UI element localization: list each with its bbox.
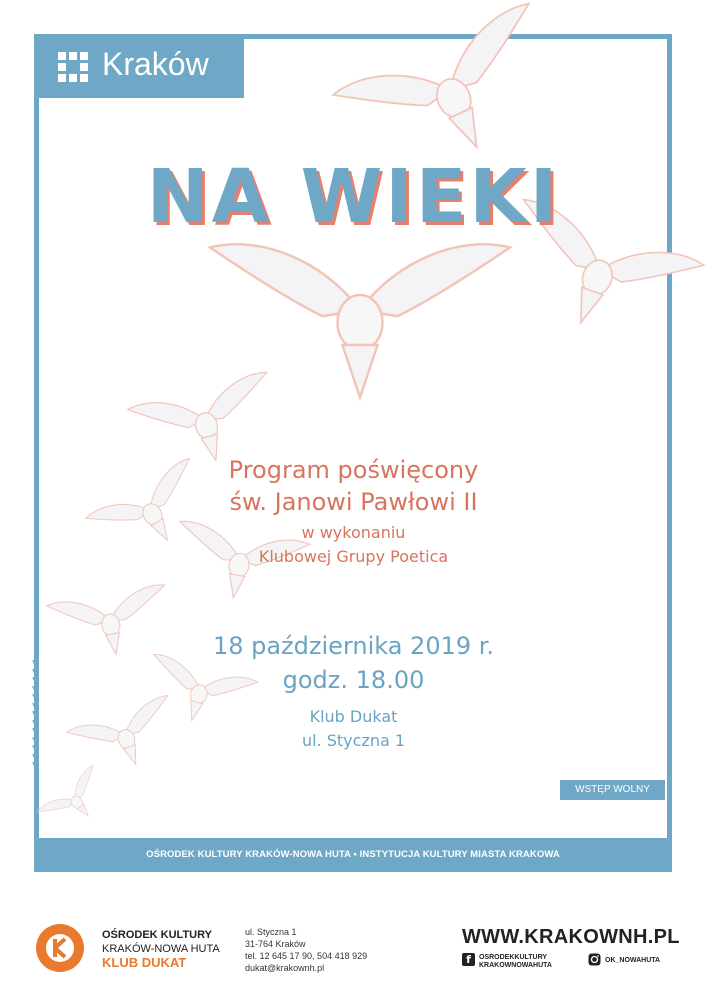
side-chevrons: ▼ ▼ ▼ ▼ ▼ ▼ ▼ ▼ ▼ ▼ ▼ ▼ ▼ [32,659,39,771]
free-entry-badge: WSTĘP WOLNY [560,780,665,800]
poster-title: NA WIEKI [146,154,561,240]
event-street: ul. Styczna 1 [301,731,406,750]
address-phone: tel. 12 645 17 90, 504 418 929 [245,951,368,961]
krakow-logo-text: Kraków [102,46,209,82]
org-line-1: OŚRODEK KULTURY [102,929,212,941]
footer-bar: OŚRODEK KULTURY KRAKÓW-NOWA HUTA • INSTYTUCJA KULTURY MIASTA KRAKOWA [34,838,672,872]
program-line-1: Program poświęcony [228,456,479,484]
instagram-icon[interactable] [588,953,601,966]
org-line-3: KLUB DUKAT [102,955,187,970]
instagram-handle[interactable]: OK_NOWAHUTA [605,957,661,964]
address-email[interactable]: dukat@krakownh.pl [245,963,325,973]
event-time: godz. 18.00 [282,666,425,694]
program-line-3: w wykonaniu [301,523,406,542]
org-line-2: KRAKÓW-NOWA HUTA [102,943,220,955]
org-name [102,928,220,970]
address-city: 31-764 Kraków [245,939,306,949]
website-link[interactable]: WWW.KRAKOWNH.PL [462,926,680,948]
krakow-crest-icon [58,52,88,82]
dove-icon [37,765,116,839]
facebook-icon[interactable]: f [462,953,475,966]
facebook-handle[interactable]: OSRODEKKULTURY KRAKOWNOWAHUTA [479,954,552,969]
event-venue: Klub Dukat [309,707,398,726]
address-street: ul. Styczna 1 [245,927,297,937]
ok-logo-icon [34,922,86,974]
address-block [245,926,367,974]
program-line-2: św. Janowi Pawłowi II [229,488,478,516]
event-date: 18 października 2019 r. [212,632,495,660]
program-line-4: Klubowej Grupy Poetica [258,547,449,566]
